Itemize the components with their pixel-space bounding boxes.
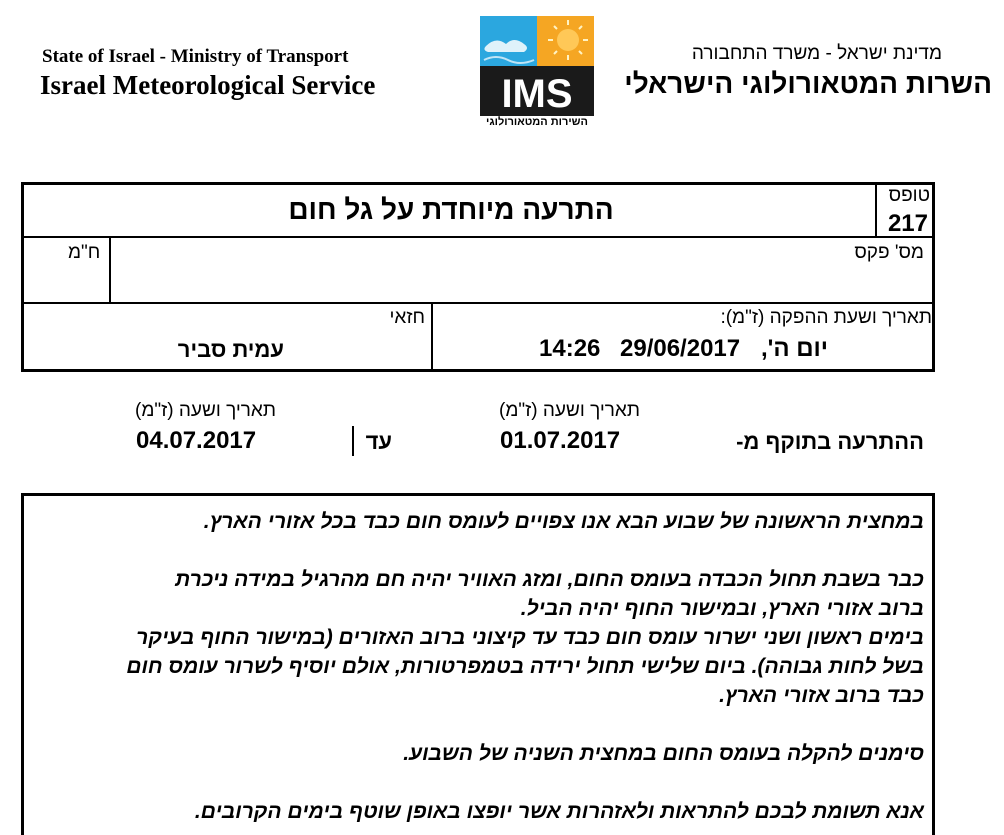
valid-to-date: 04.07.2017 [136, 427, 257, 454]
form-label: טופס [888, 185, 930, 206]
forecaster-label: חזאי [389, 307, 425, 328]
issue-label: תאריך ושעת ההפקה (ז"מ): [720, 307, 932, 328]
ims-logo [480, 16, 594, 116]
form-title: התרעה מיוחדת על גל חום [288, 194, 614, 225]
form-divider-1 [22, 236, 934, 238]
form-number: 217 [887, 210, 928, 237]
header-en-ministry: State of Israel - Ministry of Transport [42, 46, 349, 67]
fax-divider [109, 237, 111, 303]
body-line: אנא תשומת לבכם להתראות ולאזהרות אשר יופצו באופן שוטף בימים הקרובים. [194, 800, 924, 823]
body-line: במחצית הראשונה של שבוע הבא אנו צפויים לעומס חום כבד בכל אזורי הארץ. [203, 510, 924, 533]
form-divider-2 [22, 302, 934, 304]
issue-day: יום ה', [760, 335, 828, 362]
issue-time: 14:26 [539, 335, 601, 362]
valid-until-label: עד [365, 429, 392, 454]
fax-label: מס' פקס [854, 242, 924, 263]
header-he-service: השרות המטאורולוגי הישראלי [624, 68, 992, 99]
forecaster-name: עמית סביר [177, 337, 284, 362]
valid-from-date: 01.07.2017 [500, 427, 621, 454]
body-line: כבד ברוב אזורי הארץ. [719, 684, 924, 707]
valid-from-label: תאריך ושעה (ז"מ) [499, 400, 640, 421]
header-en-service: Israel Meteorological Service [40, 70, 376, 100]
header-he-ministry: מדינת ישראל - משרד התחבורה [691, 43, 942, 64]
body-line: בשל לחות גבוהה). ביום שלישי תחול ירידה בטמפרטורות, אולם יוסיף לשרור עומס חום [126, 655, 924, 678]
logo-caption: השירות המטאורולוגי [486, 116, 588, 128]
body-line: ברוב אזורי הארץ, ובמישור החוף יהיה הביל. [520, 597, 924, 620]
form-number-divider [875, 184, 877, 237]
body-line: סימנים להקלה בעומס החום במחצית השניה של השבוע. [403, 742, 924, 765]
valid-to-label: תאריך ושעה (ז"מ) [135, 400, 276, 421]
issue-divider [431, 303, 433, 371]
validity-label: ההתרעה בתוקף מ- [736, 429, 924, 454]
body-line: כבר בשבת תחול הכבדה בעומס החום, ומזג האוויר יהיה חם מהרגיל במידה ניכרת [175, 568, 924, 591]
sun-icon [557, 29, 579, 51]
fax-suffix: ח"מ [68, 242, 101, 263]
issue-date: 29/06/2017 [620, 335, 741, 362]
logo-text: IMS [501, 72, 573, 116]
validity-divider [352, 426, 354, 456]
body-line: בימים ראשון ושני ישרור עומס חום כבד עד קיצוני ברוב האזורים (במישור החוף בעיקר [136, 626, 924, 649]
